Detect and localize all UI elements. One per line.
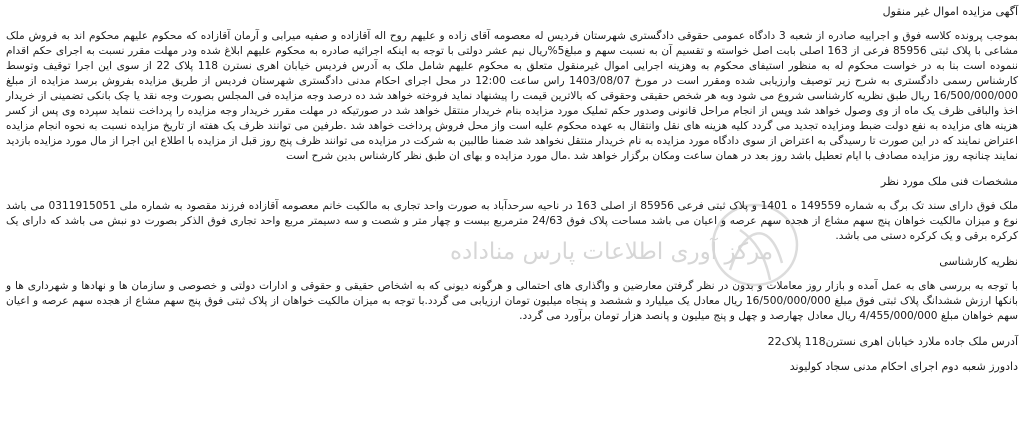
specs-heading: مشخصات فنی ملک مورد نظر: [880, 175, 1018, 188]
expert-heading: نظریه کارشناسی: [939, 255, 1018, 268]
specs-paragraph: ملک فوق دارای سند تک برگ به شماره 149559 ه 1401 و پلاک ثبتی فرعی 85956 از اصلی 163 در ناحیه سرحدآباد به صورت واحد تجاری به مالکیت خانم معصومه آقازاده فرزند مقصود به شماره ملی 0311915051 می باشد نوع و میزان مالکیت خواهان پنج سهم مشاع از هجده سهم عرصه و اعیان می باشد مساحت پلاک فوق 24/63 مترمربع بیست و چهار متر و شصت و سه دسیمتر مربع واحد تجاری فوق الذکر بصورت دو نبش می باشد که دارای یک کرکره برقی و یک کرکره دستی می باشد.: [6, 200, 1018, 242]
document-title: آگهی مزایده اموال غیر منقول: [882, 5, 1018, 18]
address-line: آدرس ملک جاده ملارد خیابان اهری نسترن118 پلاک22: [767, 335, 1018, 348]
document: [6, 4, 1018, 374]
expert-paragraph: با توجه به بررسی های به عمل آمده و بازار روز معاملات و بدون در نظر گرفتن معارضین و واگذاری های احتمالی و هرگونه دیونی که به اشخاص حقیقی و حقوقی و ادارات دولتی و خصوصی و سازمان ها و نهادها و شهرداری ها و بانکها ارزش ششدانگ پلاک ثبتی فوق مبلغ 16/500/000/000 ریال معادل یک میلیارد و ششصد و پنجاه میلیون تومان ارزیابی می گردد.با توجه به میزان مالکیت خواهان از پلاک ثبتی فوق پنج سهم مشاع از هجده سهم عرصه و اعیان سهم خواهان مبلغ 4/455/000/000 ریال معادل چهارصد و چهل و پنج میلیون و پانصد هزار تومان برآورد می گردد.: [6, 280, 1019, 322]
intro-paragraph: بموجب پرونده کلاسه فوق و اجراییه صادره از شعبه 3 دادگاه عمومی حقوقی دادگستری شهرستان فردیس له معصومه آقای زاده و علیهم روح اله آقازاده و صفیه میرابی و آرمان آقازاده که محکوم علیهم محکوم اند به فروش ملک مشاعی با پلاک ثبتی 85956 فرعی از 163 اصلی بابت اصل خواسته و تقسیم آن به نسبت سهم و مبلغ5%ریال نیم عشر دولتی با توجه به اینکه اجرائیه صادره به محکوم علیهم ابلاغ شده ودر مهلت مقرر نسبت به اجرای حکم اقدام ننموده است بنا به در خواست محکوم له به منظور استیفای محکوم به وهزینه اجرایی اموال غیرمنقول متعلق به محکوم علیهم شامل ملک به آدرس فردیس خیابان اهری نسترن 118 پلاک 22 از سوی این اجرا توقیف وتوسط کارشناس رسمی دادگستری به شرح زیر توصیف وارزیابی شده ومقرر است در مورخ 1403/08/07 راس ساعت 12:00 در محل اجرای احکام مدنی دادگستری شهرستان فردیس از طریق مزایده بفروش برسد مزایده از مبلغ 16/500/000/000 ریال طبق نظریه کارشناسی شروع می شود وبه هر شخص حقیقی وحقوقی که بالاترین قیمت را پیشنهاد نماید فروخته خواهد شد ده درصد وجه مزایده فی المجلس بصورت وجه نقد یا چک بانکی تضمینی از خریدار اخذ والباقی ظرف یک ماه از وی وصول خواهد شد وپس از انجام مراحل قانونی وصدور حکم تملیک مورد مزایده بنام خریدار منتقل خواهد شد در صورتیکه در مهلت مقرر خریدار وجه مزایده را پرداخت ننماید سپرده وی پس از کسر هزینه های مزایده به نفع دولت ضبط ومزایده تجدید می گردد کلیه هزینه های نقل وانتقال به عهده محکوم علیه است واز محل فروش پرداخت خواهد شد .طرفین می توانند ظرف یک هفته از تاریخ مزایده نسبت به نحوه انجام مزایده اعتراض نمایند که در این صورت تا رسیدگی به اعتراض از سوی دادگاه مورد مزایده به نام خریدار منتقل نخواهد شد ضمنا طالبین به شرکت در مزایده می توانند ظرف پنج روز قبل از مزایده با اطلاع این اجرا از مال مورد مزایده بازدید نمایند چنانچه روز مزایده مصادف با ایام تعطیل باشد روز بعد در همان ساعت ومکان برگزار خواهد شد .مال مورد مزایده و بهای ان طبق نظر کارشناس بدین شرح است: [6, 30, 1019, 162]
watermark-text: مرکز آوری اطلاعات پارس مناداده: [450, 239, 774, 265]
signature-line: دادورز شعبه دوم اجرای احکام مدنی سجاد کولیوند: [789, 360, 1018, 373]
